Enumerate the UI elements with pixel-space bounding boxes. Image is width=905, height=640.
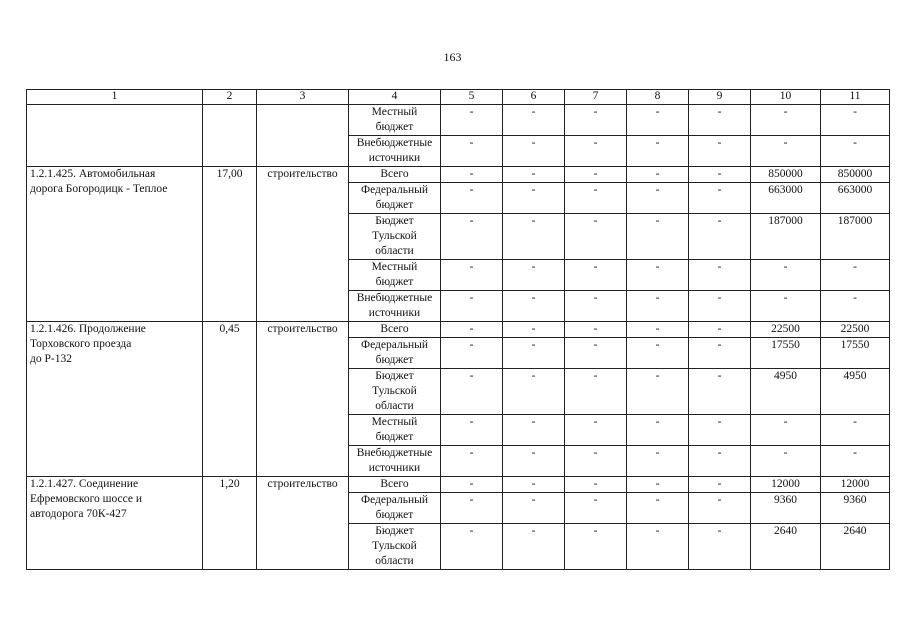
value-cell: - [627,446,689,477]
value-cell: - [821,260,890,291]
table-row [27,477,890,493]
object-name-line: 1.2.1.425. Автомобильная [30,168,156,180]
header-cell: 11 [821,90,890,105]
object-name-cell [27,322,203,477]
header-cell: 10 [751,90,821,105]
value-cell: 2640 [751,524,821,570]
length-cell: 17,00 [203,167,257,322]
page-number: 163 [443,50,462,64]
value-cell: 22500 [751,322,821,338]
header-cell: 9 [689,90,751,105]
value-cell: - [689,477,751,493]
value-cell: - [503,446,565,477]
value-cell: - [689,369,751,415]
source-cell: Внебюджетные источники [349,291,441,322]
value-cell: - [441,291,503,322]
value-cell: - [565,322,627,338]
value-cell: - [627,105,689,136]
source-cell: Всего [349,322,441,338]
object-name-line: 1.2.1.427. Соединение [30,478,139,490]
object-name-cell [27,167,203,322]
value-cell: 9360 [821,493,890,524]
source-cell: Бюджет Тульской области [349,524,441,570]
value-cell: - [627,524,689,570]
value-cell: - [441,322,503,338]
value-cell: - [503,260,565,291]
object-name-line: 1.2.1.426. Продолжение [30,323,146,335]
value-cell: - [821,415,890,446]
value-cell: - [821,446,890,477]
value-cell: - [565,415,627,446]
header-cell: 7 [565,90,627,105]
value-cell: - [565,338,627,369]
value-cell: - [503,415,565,446]
value-cell: 663000 [821,183,890,214]
value-cell: - [441,260,503,291]
value-cell: - [503,136,565,167]
value-cell: - [441,493,503,524]
value-cell: - [565,183,627,214]
value-cell: - [565,446,627,477]
value-cell: - [441,105,503,136]
value-cell: - [627,369,689,415]
value-cell: - [565,136,627,167]
value-cell: - [503,369,565,415]
table-row [27,322,890,338]
value-cell: - [565,493,627,524]
value-cell: - [627,338,689,369]
value-cell: - [689,183,751,214]
value-cell: 850000 [821,167,890,183]
value-cell: - [751,136,821,167]
header-cell: 4 [349,90,441,105]
value-cell: 850000 [751,167,821,183]
work-type-cell: строительство [257,477,349,570]
value-cell: - [565,167,627,183]
object-name-line: автодорога 70К-427 [30,508,127,520]
source-cell: Внебюджетные источники [349,446,441,477]
value-cell: - [503,105,565,136]
value-cell: - [689,260,751,291]
value-cell: 4950 [751,369,821,415]
work-cell [257,105,349,167]
value-cell: - [441,477,503,493]
value-cell: - [441,369,503,415]
value-cell: - [441,415,503,446]
object-name-line: Ефремовского шоссе и [30,493,143,505]
value-cell: - [627,214,689,260]
value-cell: - [565,369,627,415]
value-cell: - [627,493,689,524]
object-name-line: до Р-132 [30,353,72,365]
value-cell: - [821,291,890,322]
value-cell: - [689,446,751,477]
value-cell: - [441,136,503,167]
value-cell: - [751,105,821,136]
value-cell: - [627,415,689,446]
value-cell: - [821,136,890,167]
value-cell: - [441,446,503,477]
value-cell: - [441,167,503,183]
value-cell: 22500 [821,322,890,338]
value-cell: 663000 [751,183,821,214]
value-cell: - [627,291,689,322]
value-cell: 2640 [821,524,890,570]
value-cell: - [503,167,565,183]
work-type-cell: строительство [257,322,349,477]
value-cell: - [503,183,565,214]
source-cell: Местный бюджет [349,105,441,136]
source-cell: Местный бюджет [349,415,441,446]
value-cell: - [565,260,627,291]
value-cell: - [503,524,565,570]
value-cell: - [627,183,689,214]
value-cell: - [565,105,627,136]
value-cell: - [565,524,627,570]
funding-table [26,89,890,570]
value-cell: - [689,322,751,338]
length-cell [203,105,257,167]
value-cell: 12000 [751,477,821,493]
header-cell: 8 [627,90,689,105]
value-cell: - [689,105,751,136]
value-cell: - [503,477,565,493]
header-cell: 5 [441,90,503,105]
value-cell: - [751,260,821,291]
value-cell: 17550 [821,338,890,369]
header-cell: 2 [203,90,257,105]
value-cell: - [689,415,751,446]
value-cell: - [627,167,689,183]
source-cell: Всего [349,167,441,183]
value-cell: 17550 [751,338,821,369]
value-cell: - [751,446,821,477]
value-cell: - [689,136,751,167]
value-cell: - [627,322,689,338]
value-cell: - [751,291,821,322]
value-cell: 187000 [821,214,890,260]
value-cell: - [441,183,503,214]
source-cell: Федеральный бюджет [349,183,441,214]
header-cell: 6 [503,90,565,105]
value-cell: - [689,338,751,369]
source-cell: Федеральный бюджет [349,493,441,524]
value-cell: - [565,477,627,493]
value-cell: - [689,524,751,570]
source-cell: Федеральный бюджет [349,338,441,369]
length-cell: 1,20 [203,477,257,570]
name-cell [27,105,203,167]
value-cell: - [503,338,565,369]
value-cell: - [565,291,627,322]
value-cell: 12000 [821,477,890,493]
value-cell: - [441,338,503,369]
value-cell: 187000 [751,214,821,260]
object-name-line: дорога Богородицк - Теплое [30,183,168,195]
table-row [27,167,890,183]
value-cell: - [627,260,689,291]
source-cell: Местный бюджет [349,260,441,291]
value-cell: 9360 [751,493,821,524]
value-cell: - [689,291,751,322]
value-cell: - [821,105,890,136]
value-cell: - [503,291,565,322]
object-name-line: Торховского проезда [30,338,132,350]
header-row [27,90,890,105]
value-cell: - [441,524,503,570]
table-row [27,105,890,136]
value-cell: - [503,493,565,524]
value-cell: - [627,136,689,167]
value-cell: 4950 [821,369,890,415]
object-name-cell [27,477,203,570]
header-cell: 3 [257,90,349,105]
source-cell: Внебюджетные источники [349,136,441,167]
value-cell: - [689,493,751,524]
value-cell: - [689,214,751,260]
value-cell: - [503,214,565,260]
source-cell: Бюджет Тульской области [349,214,441,260]
length-cell: 0,45 [203,322,257,477]
value-cell: - [627,477,689,493]
work-type-cell: строительство [257,167,349,322]
table-body [27,90,890,570]
header-cell: 1 [27,90,203,105]
value-cell: - [689,167,751,183]
value-cell: - [503,322,565,338]
source-cell: Всего [349,477,441,493]
source-cell: Бюджет Тульской области [349,369,441,415]
value-cell: - [751,415,821,446]
value-cell: - [441,214,503,260]
value-cell: - [565,214,627,260]
